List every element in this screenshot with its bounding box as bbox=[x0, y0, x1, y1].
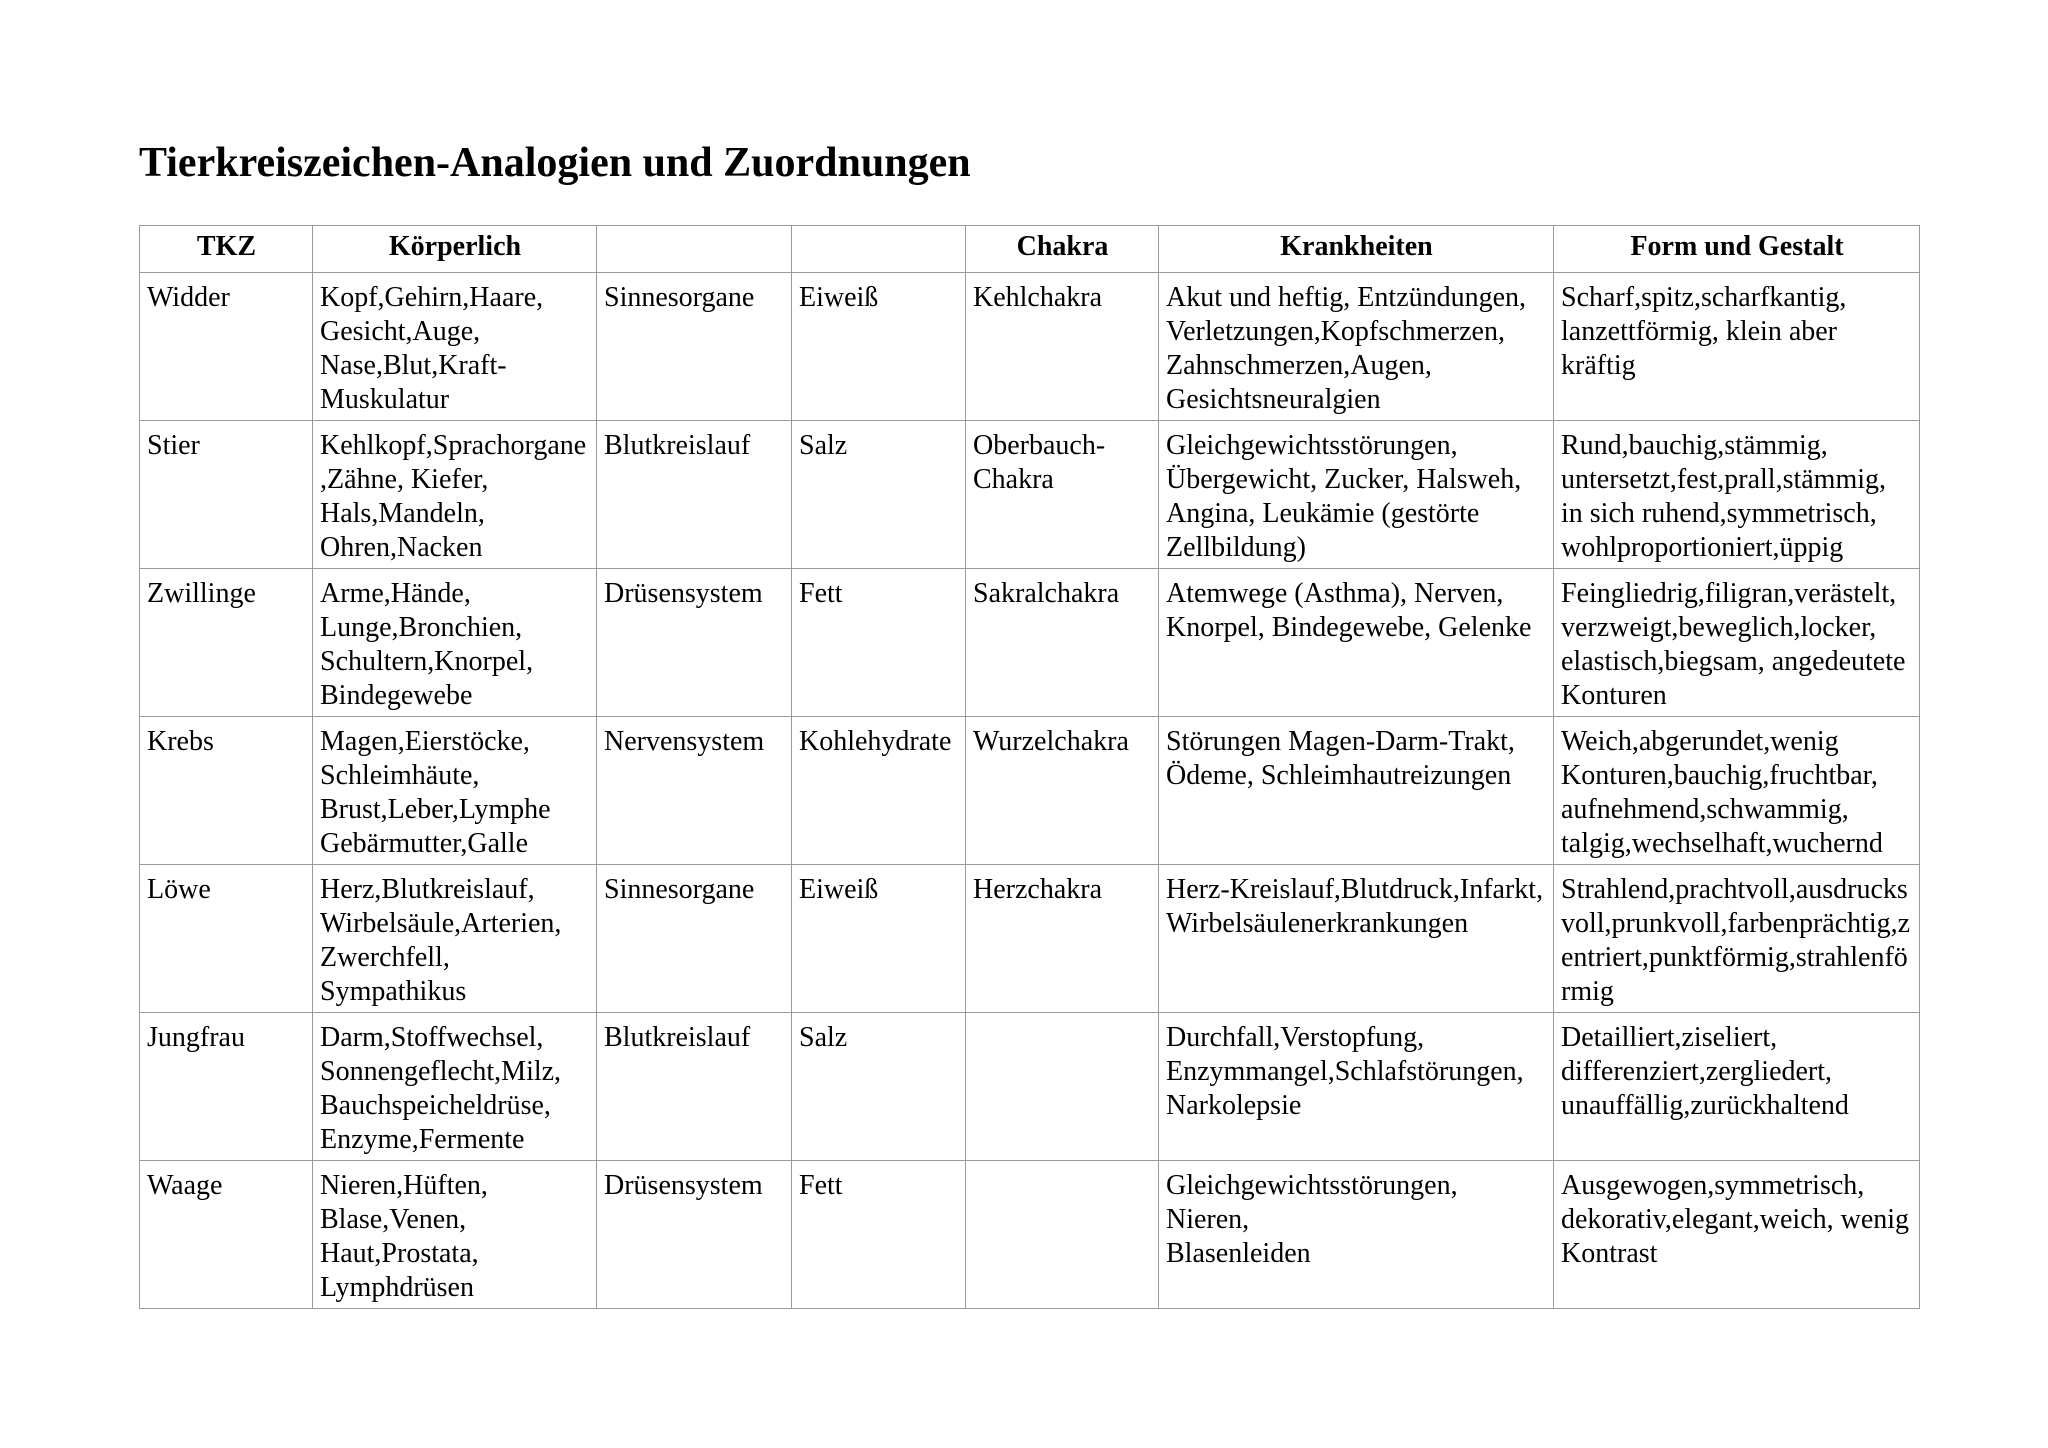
cell-form: Strahlend,prachtvoll,ausdrucksvoll,prunkvoll,farbenprächtig,zentriert,punktförmig,strahlenförmig bbox=[1554, 865, 1920, 1013]
cell-system: Drüsensystem bbox=[597, 569, 792, 717]
cell-substance: Fett bbox=[792, 1161, 966, 1309]
cell-system: Sinnesorgane bbox=[597, 865, 792, 1013]
cell-body: Arme,Hände, Lunge,Bronchien, Schultern,Knorpel, Bindegewebe bbox=[313, 569, 597, 717]
cell-diseases: Atemwege (Asthma), Nerven, Knorpel, Bindegewebe, Gelenke bbox=[1159, 569, 1554, 717]
header-chakra: Chakra bbox=[966, 226, 1159, 273]
table-row bbox=[140, 865, 1920, 1013]
table-row bbox=[140, 1161, 1920, 1309]
cell-body: Kopf,Gehirn,Haare, Gesicht,Auge, Nase,Blut,Kraft-Muskulatur bbox=[313, 273, 597, 421]
cell-diseases: Akut und heftig, Entzündungen, Verletzungen,Kopfschmerzen, Zahnschmerzen,Augen, Gesichtsneuralgien bbox=[1159, 273, 1554, 421]
cell-sign: Widder bbox=[140, 273, 313, 421]
cell-body: Darm,Stoffwechsel, Sonnengeflecht,Milz, Bauchspeicheldrüse, Enzyme,Fermente bbox=[313, 1013, 597, 1161]
cell-sign: Zwillinge bbox=[140, 569, 313, 717]
cell-diseases: Durchfall,Verstopfung, Enzymmangel,Schlafstörungen, Narkolepsie bbox=[1159, 1013, 1554, 1161]
cell-chakra: Kehlchakra bbox=[966, 273, 1159, 421]
cell-body: Magen,Eierstöcke, Schleimhäute, Brust,Leber,Lymphe Gebärmutter,Galle bbox=[313, 717, 597, 865]
cell-form: Scharf,spitz,scharfkantig, lanzettförmig, klein aber kräftig bbox=[1554, 273, 1920, 421]
cell-chakra: Oberbauch-Chakra bbox=[966, 421, 1159, 569]
cell-sign: Löwe bbox=[140, 865, 313, 1013]
header-substance bbox=[792, 226, 966, 273]
cell-form: Weich,abgerundet,wenig Konturen,bauchig,fruchtbar, aufnehmend,schwammig, talgig,wechselhaft,wuchernd bbox=[1554, 717, 1920, 865]
cell-diseases: Herz-Kreislauf,Blutdruck,Infarkt, Wirbelsäulenerkrankungen bbox=[1159, 865, 1554, 1013]
cell-body: Kehlkopf,Sprachorgane,Zähne, Kiefer, Hals,Mandeln, Ohren,Nacken bbox=[313, 421, 597, 569]
cell-chakra bbox=[966, 1161, 1159, 1309]
cell-substance: Eiweiß bbox=[792, 273, 966, 421]
cell-system: Nervensystem bbox=[597, 717, 792, 865]
cell-substance: Kohlehydrate bbox=[792, 717, 966, 865]
cell-system: Sinnesorgane bbox=[597, 273, 792, 421]
header-form-und-gestalt: Form und Gestalt bbox=[1554, 226, 1920, 273]
analogies-table bbox=[139, 225, 1920, 1309]
cell-form: Rund,bauchig,stämmig, untersetzt,fest,prall,stämmig, in sich ruhend,symmetrisch, wohlproportioniert,üppig bbox=[1554, 421, 1920, 569]
table-row bbox=[140, 421, 1920, 569]
header-row bbox=[140, 226, 1920, 273]
header-krankheiten: Krankheiten bbox=[1159, 226, 1554, 273]
cell-chakra: Wurzelchakra bbox=[966, 717, 1159, 865]
cell-system: Drüsensystem bbox=[597, 1161, 792, 1309]
cell-substance: Salz bbox=[792, 421, 966, 569]
cell-chakra: Herzchakra bbox=[966, 865, 1159, 1013]
cell-sign: Stier bbox=[140, 421, 313, 569]
cell-form: Ausgewogen,symmetrisch, dekorativ,elegant,weich, wenig Kontrast bbox=[1554, 1161, 1920, 1309]
cell-sign: Waage bbox=[140, 1161, 313, 1309]
header-koerperlich: Körperlich bbox=[313, 226, 597, 273]
cell-form: Feingliedrig,filigran,verästelt, verzweigt,beweglich,locker, elastisch,biegsam, angedeutete Konturen bbox=[1554, 569, 1920, 717]
cell-diseases: Gleichgewichtsstörungen, Nieren, Blasenleiden bbox=[1159, 1161, 1554, 1309]
page-title: Tierkreiszeichen-Analogien und Zuordnungen bbox=[139, 140, 971, 186]
table-row bbox=[140, 273, 1920, 421]
cell-system: Blutkreislauf bbox=[597, 421, 792, 569]
table-row bbox=[140, 717, 1920, 865]
cell-diseases: Störungen Magen-Darm-Trakt, Ödeme, Schleimhautreizungen bbox=[1159, 717, 1554, 865]
cell-substance: Salz bbox=[792, 1013, 966, 1161]
header-tkz: TKZ bbox=[140, 226, 313, 273]
cell-system: Blutkreislauf bbox=[597, 1013, 792, 1161]
table-row bbox=[140, 569, 1920, 717]
cell-substance: Fett bbox=[792, 569, 966, 717]
cell-substance: Eiweiß bbox=[792, 865, 966, 1013]
cell-body: Nieren,Hüften, Blase,Venen, Haut,Prostata, Lymphdrüsen bbox=[313, 1161, 597, 1309]
cell-sign: Jungfrau bbox=[140, 1013, 313, 1161]
cell-chakra bbox=[966, 1013, 1159, 1161]
header-system bbox=[597, 226, 792, 273]
table-row bbox=[140, 1013, 1920, 1161]
cell-chakra: Sakralchakra bbox=[966, 569, 1159, 717]
cell-form: Detailliert,ziseliert, differenziert,zergliedert, unauffällig,zurückhaltend bbox=[1554, 1013, 1920, 1161]
cell-diseases: Gleichgewichtsstörungen, Übergewicht, Zucker, Halsweh, Angina, Leukämie (gestörte Zellbildung) bbox=[1159, 421, 1554, 569]
cell-sign: Krebs bbox=[140, 717, 313, 865]
cell-body: Herz,Blutkreislauf, Wirbelsäule,Arterien, Zwerchfell, Sympathikus bbox=[313, 865, 597, 1013]
